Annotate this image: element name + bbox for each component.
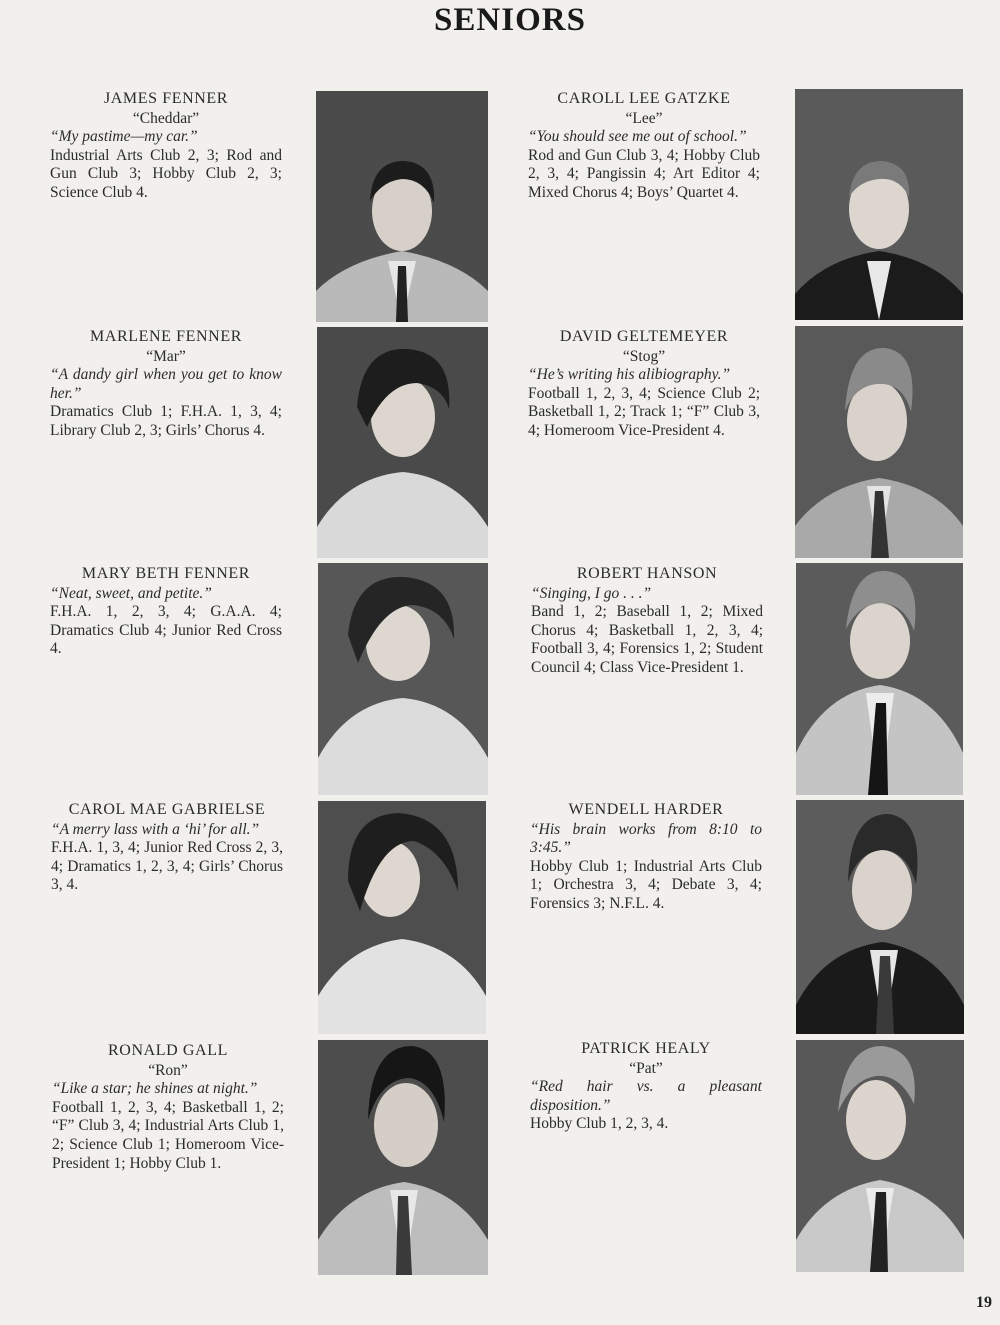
senior-photo — [796, 1040, 964, 1272]
senior-nickname: “Mar” — [146, 347, 186, 365]
senior-name: PATRICK HEALY — [581, 1040, 711, 1057]
senior-activities: Industrial Arts Club 2, 3; Rod and Gun Club 3; Hobby Club 2, 3; Science Club 4. — [50, 146, 282, 201]
senior-nickname: “Pat” — [629, 1059, 663, 1077]
senior-nickname: “Stog” — [622, 347, 666, 365]
senior-photo — [795, 89, 963, 320]
senior-entry — [51, 801, 283, 895]
senior-nickname: “Lee” — [625, 109, 663, 127]
senior-name: RONALD GALL — [108, 1042, 228, 1059]
senior-quote: “Neat, sweet, and petite.” — [50, 584, 212, 602]
senior-quote: “He’s writing his alibiography.” — [528, 366, 731, 384]
senior-quote: “Singing, I go . . .” — [531, 584, 652, 602]
senior-entry — [50, 328, 282, 441]
senior-quote: “Red hair vs. a pleasant disposition.” — [530, 1078, 762, 1114]
senior-name: JAMES FENNER — [103, 90, 229, 107]
page-title: SENIORS — [434, 2, 586, 38]
senior-entry — [530, 1040, 762, 1134]
senior-activities: Rod and Gun Club 3, 4; Hobby Club 2, 3, 4; Pangissin 4; Art Editor 4; Mixed Chorus 4; Boys’ Quartet 4. — [528, 146, 760, 201]
senior-quote: “A dandy girl when you get to know her.” — [50, 366, 282, 402]
senior-photo — [795, 326, 963, 558]
senior-quote: “My pastime—my car.” — [50, 128, 198, 146]
senior-activities: Football 1, 2, 3, 4; Basketball 1, 2; “F” Club 3, 4; Industrial Arts Club 1, 2; Science Club 1; Homeroom Vice-President 1; Hobby Club 1. — [52, 1098, 284, 1172]
senior-activities: Band 1, 2; Baseball 1, 2; Mixed Chorus 4; Basketball 1, 2, 3, 4; Football 3, 4; Forensics 1, 2; Student Council 4; Class Vice-President 1. — [531, 603, 763, 676]
senior-activities: F.H.A. 1, 3, 4; Junior Red Cross 2, 3, 4; Dramatics 1, 2, 3, 4; Girls’ Chorus 3, 4. — [51, 839, 283, 894]
senior-activities: Dramatics Club 1; F.H.A. 1, 3, 4; Library Club 2, 3; Girls’ Chorus 4. — [50, 403, 282, 439]
senior-name: ROBERT HANSON — [576, 565, 718, 582]
senior-nickname: “Cheddar” — [132, 109, 200, 127]
senior-name: WENDELL HARDER — [568, 801, 724, 818]
senior-nickname: “Ron” — [148, 1061, 188, 1079]
senior-photo — [318, 1040, 488, 1275]
senior-entry — [528, 90, 760, 203]
senior-activities: Hobby Club 1, 2, 3, 4. — [530, 1115, 669, 1133]
senior-photo — [796, 800, 964, 1034]
senior-name: MARLENE FENNER — [90, 328, 242, 345]
senior-name: MARY BETH FENNER — [81, 565, 251, 582]
page-number: 19 — [976, 1294, 992, 1311]
senior-entry — [50, 565, 282, 659]
senior-entry — [531, 565, 763, 678]
senior-quote: “Like a star; he shines at night.” — [52, 1080, 258, 1098]
senior-entry — [50, 90, 282, 203]
senior-photo — [317, 327, 488, 558]
senior-activities: Hobby Club 1; Industrial Arts Club 1; Orchestra 3, 4; Debate 3, 4; Forensics 3; N.F.L. 4. — [530, 857, 762, 912]
senior-quote: “His brain works from 8:10 to 3:45.” — [530, 820, 762, 857]
senior-photo — [318, 563, 488, 795]
senior-photo — [316, 91, 488, 322]
senior-entry — [52, 1042, 284, 1173]
senior-activities: Football 1, 2, 3, 4; Science Club 2; Basketball 1, 2; Track 1; “F” Club 3, 4; Homeroom Vice-President 4. — [528, 384, 760, 439]
senior-name: CAROLL LEE GATZKE — [557, 90, 731, 107]
senior-quote: “You should see me out of school.” — [528, 128, 747, 146]
senior-entry — [528, 328, 760, 441]
senior-photo — [318, 801, 486, 1034]
senior-photo — [796, 563, 963, 795]
senior-entry — [530, 801, 762, 914]
senior-activities: F.H.A. 1, 2, 3, 4; G.A.A. 4; Dramatics Club 4; Junior Red Cross 4. — [50, 603, 282, 658]
senior-quote: “A merry lass with a ‘hi’ for all.” — [51, 820, 260, 838]
senior-name: CAROL MAE GABRIELSE — [68, 801, 266, 818]
senior-name: DAVID GELTEMEYER — [559, 328, 729, 345]
